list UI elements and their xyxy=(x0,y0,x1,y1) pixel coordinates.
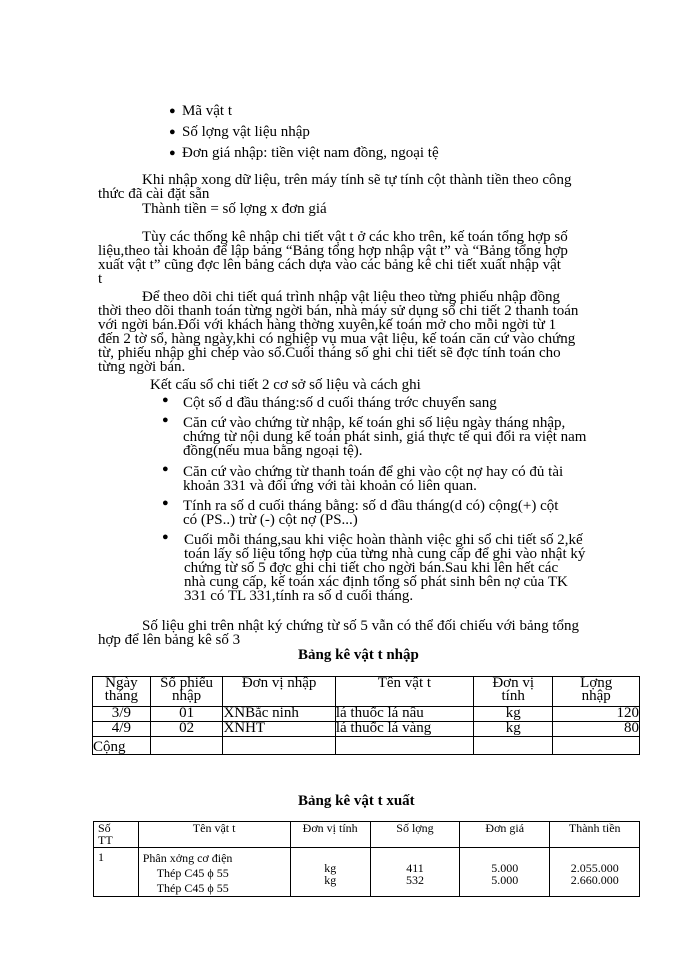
table-cell xyxy=(550,848,640,897)
bullet-item: Cuối mỗi tháng,sau khi việc hoàn thành việc ghi sổ chi tiết số 2,kế xyxy=(184,532,583,548)
qty-value: 532 xyxy=(405,873,424,887)
structure-heading: Kết cấu sổ chi tiết 2 cơ sở số liệu và cách ghi xyxy=(150,377,421,393)
text-line: hợp để lên bảng kê số 3 xyxy=(98,632,241,648)
amount-value: 2.055.000 xyxy=(570,861,619,875)
text-line: t xyxy=(98,271,103,287)
table-total-row xyxy=(93,737,640,755)
bullet-icon: ● xyxy=(162,463,169,475)
header-cell: Số phiếu nhập xyxy=(150,677,223,707)
header-cell: Đơn vị tính xyxy=(290,822,370,848)
bullet-icon: ● xyxy=(162,414,169,426)
table-cell: 02 xyxy=(150,722,223,737)
table-cell: 01 xyxy=(150,707,223,722)
bullet-item: khoản 331 và đối ứng với tài khoản có liên quan. xyxy=(183,478,477,494)
bullet-item: Đơn giá nhập: tiền việt nam đồng, ngoại tệ xyxy=(182,145,439,161)
bullet-item: Tính ra số d cuối tháng bằng: số d đầu tháng(d có) cộng(+) cột xyxy=(183,498,559,514)
bullet-item: chứng từ nội dung kế toán phát sinh, giá thực tế qui đổi ra việt nam xyxy=(183,429,587,445)
text-line: xuất vật t” cũng đợc lên bảng cách dựa vào các bảng kê chi tiết xuất nhập vật xyxy=(98,257,561,273)
bullet-item: nhà cung cấp, kế toán xác định tổng số phát sinh bên nợ của TK xyxy=(184,574,568,590)
table-header-row xyxy=(94,822,640,848)
table-cell xyxy=(138,848,290,897)
header-cell: Đơn giá xyxy=(460,822,550,848)
text-line: từng ngời bán. xyxy=(98,359,186,375)
table-cell: 4/9 xyxy=(93,722,151,737)
bullet-icon: ● xyxy=(169,147,176,159)
header-cell: Số lợng xyxy=(370,822,459,848)
bullet-item: có (PS..) trừ (-) cột nợ (PS...) xyxy=(183,512,358,528)
bullet-item: Mã vật t xyxy=(182,103,232,119)
unit-value: kg xyxy=(324,861,337,875)
amount-value: 2.660.000 xyxy=(570,873,619,887)
table-cell: 80 xyxy=(553,722,640,737)
table-cell: XNBắc ninh xyxy=(223,707,335,722)
table-row xyxy=(93,722,640,737)
price-value: 5.000 xyxy=(491,873,519,887)
table-cell: XNHT xyxy=(223,722,335,737)
header-cell: Tên vật t xyxy=(138,822,290,848)
bullet-item: Căn cứ vào chứng từ nhập, kế toán ghi số liệu ngày tháng nhập, xyxy=(183,415,566,431)
text-line: Tùy các thống kê nhập chi tiết vật t ở các kho trên, kế toán tổng hợp số xyxy=(142,229,568,245)
header-cell: Đơn vị tính xyxy=(473,677,553,707)
table-cell xyxy=(370,848,459,897)
bullet-item: 331 có TL 331,tính ra số d cuối tháng. xyxy=(184,588,414,604)
text-line: đến 2 tờ sổ, hàng ngày,khi có nghiệp vụ mua vật liệu, kế toán căn cứ vào chứng xyxy=(98,331,576,347)
table-cell xyxy=(473,737,553,755)
unit-value: kg xyxy=(324,873,337,887)
table-header-row xyxy=(93,677,640,707)
qty-value: 411 xyxy=(406,861,424,875)
header-cell: Đơn vị nhập xyxy=(223,677,335,707)
material-name: Thép C45 ϕ 55 xyxy=(156,866,229,880)
bullet-icon: ● xyxy=(162,531,169,543)
header-cell: Tên vật t xyxy=(335,677,473,707)
bullet-icon: ● xyxy=(162,394,169,406)
table-cell: 1 xyxy=(94,848,139,897)
text-line: Để theo dõi chi tiết quá trình nhập vật liệu theo từng phiếu nhập đồng xyxy=(142,289,561,305)
text-line: Số liệu ghi trên nhật ký chứng từ số 5 vẫn có thể đối chiếu với bảng tổng xyxy=(142,618,580,634)
material-name: Thép C45 ϕ 55 xyxy=(156,881,229,895)
bullet-item: đồng(nếu mua bằng ngoại tệ). xyxy=(183,443,363,459)
table-cell xyxy=(223,737,335,755)
bullet-item: chứng từ số 5 đợc ghi chi tiết cho ngời bán.Sau khi lên hết các xyxy=(184,560,559,576)
table-cell: 3/9 xyxy=(93,707,151,722)
text-line: liệu,theo tài khoản để lập bảng “Bảng tổng hợp nhập vật t” và “Bảng tổng hợp xyxy=(98,243,568,259)
bullet-item: Căn cứ vào chứng từ thanh toán để ghi vào cột nợ hay có đủ tài xyxy=(183,464,564,480)
table-cell xyxy=(553,737,640,755)
text-line: Khi nhập xong dữ liệu, trên máy tính sẽ tự tính cột thành tiền theo công xyxy=(142,172,572,188)
text-line: với ngời bán.Đối với khách hàng thờng xuyên,kế toán mở cho mỗi ngời từ 1 xyxy=(98,317,557,333)
header-cell: Lợng nhập xyxy=(553,677,640,707)
bullet-icon: ● xyxy=(162,497,169,509)
table-cell: lá thuốc lá nâu xyxy=(335,707,473,722)
export-table xyxy=(93,821,640,897)
text-line: Thành tiền = số lợng x đơn giá xyxy=(142,201,327,217)
table-cell: kg xyxy=(473,722,553,737)
header-cell: Số TT xyxy=(94,822,139,848)
table-row xyxy=(94,848,640,897)
table-cell: kg xyxy=(473,707,553,722)
table-cell xyxy=(290,848,370,897)
text-line: thời theo dõi thanh toán từng ngời bán, nhà máy sử dụng sổ chi tiết 2 thanh toán xyxy=(98,303,579,319)
table-cell: lá thuốc lá vàng xyxy=(335,722,473,737)
header-cell: Thành tiền xyxy=(550,822,640,848)
table1-title: Bảng kê vật t nhập xyxy=(298,647,419,663)
text-line: thức đã cài đặt sẵn xyxy=(98,186,210,202)
table-cell xyxy=(460,848,550,897)
header-cell: Ngày tháng xyxy=(93,677,151,707)
bullet-icon: ● xyxy=(169,126,176,138)
bullet-item: toán lấy số liệu tổng hợp của từng nhà cung cấp để ghi vào nhật ký xyxy=(184,546,586,562)
table-cell xyxy=(150,737,223,755)
table-cell: 120 xyxy=(553,707,640,722)
table-cell xyxy=(335,737,473,755)
workshop-name: Phân xởng cơ điện xyxy=(142,851,233,865)
bullet-item: Cột số d đầu tháng:số d cuối tháng trớc chuyển sang xyxy=(183,395,497,411)
table-cell: Cộng xyxy=(93,737,151,755)
text-line: từ, phiếu nhập ghi chép vào sổ.Cuối tháng số ghi chi tiết sẽ đợc tính toán cho xyxy=(98,345,561,361)
table2-title: Bảng kê vật t xuất xyxy=(298,793,415,809)
import-table xyxy=(92,676,640,755)
bullet-icon: ● xyxy=(169,105,176,117)
bullet-item: Số lợng vật liệu nhập xyxy=(182,124,310,140)
price-value: 5.000 xyxy=(491,861,519,875)
